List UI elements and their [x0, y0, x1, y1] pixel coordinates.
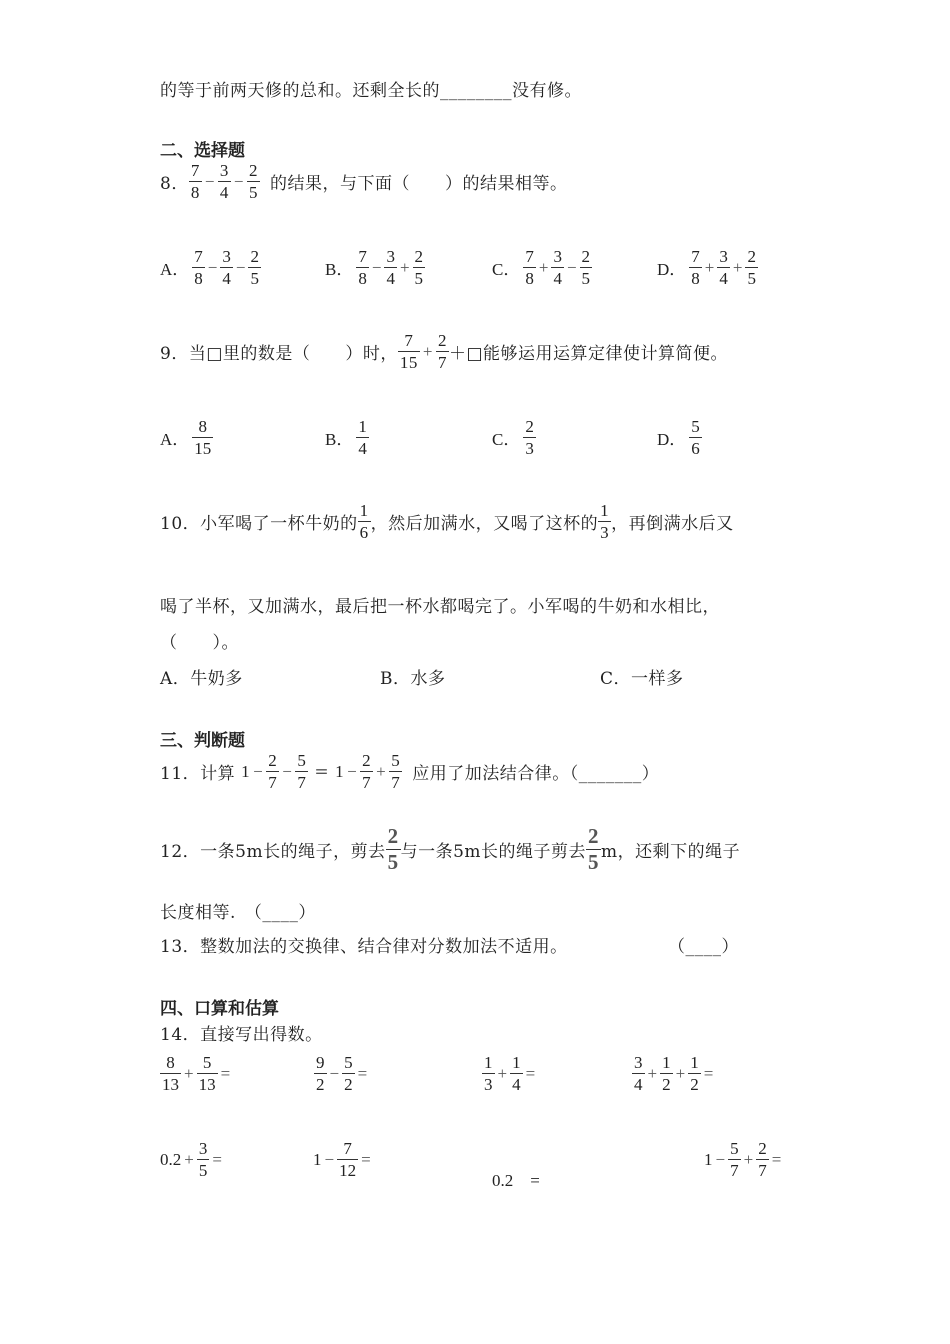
q9-expression: $\frac{7}{15}$ + $\frac{2}{7}$ [399, 331, 447, 372]
q10-option-a[interactable]: A．牛奶多 [160, 669, 243, 689]
q11-prefix: 11．计算 [160, 764, 236, 784]
q14-item-1: $\frac{8}{13}$ + $\frac{5}{13}$ = [162, 1053, 231, 1094]
q8-number: 8． [160, 174, 189, 194]
q10-fraction-1: $\frac{1}{6}$ [359, 501, 369, 542]
q12-fraction-2: $\frac{2}{5}$ [588, 824, 600, 874]
q13-answer-blank[interactable]: （____） [668, 937, 739, 957]
carryover-line: 的等于前两天修的总和。还剩全长的________没有修。 [160, 81, 582, 101]
q14-item-8: 1 − $\frac{5}{7}$ + $\frac{2}{7}$ = [704, 1139, 782, 1180]
q11-right-expression: 1 − $\frac{2}{7}$ + $\frac{5}{7}$ [335, 751, 401, 792]
question-11: 11．计算 1 − $\frac{2}{7}$ − $\frac{5}{7}$ = 1 − $\frac{2}{7}$ + $\frac{5}{7}$ 应用了加法结合律。（_______） [160, 751, 660, 792]
q14-item-4: $\frac{3}{4}$ + $\frac{1}{2}$ + $\frac{1}{2}$ = [634, 1053, 714, 1094]
q14-item-2: $\frac{9}{2}$ − $\frac{5}{2}$ = [316, 1053, 368, 1094]
q10-fraction-2: $\frac{1}{3}$ [600, 501, 610, 542]
question-8 [160, 162, 568, 201]
q8-option-c[interactable]: C． $\frac{7}{8}$ + $\frac{3}{4}$ − $\frac{2}{5}$ [492, 247, 591, 288]
section-3-heading: 三、判断题 [160, 731, 245, 751]
q12-line-2: 长度相等. （____） [160, 903, 316, 923]
q9-prompt-end: ＋□能够运用运算定律使计算简便。 [448, 344, 729, 364]
q8-option-d[interactable]: D． $\frac{7}{8}$ + $\frac{3}{4}$ + $\frac{2}{5}$ [657, 247, 756, 288]
q10-text-a: 10．小军喝了一杯牛奶的 [160, 514, 358, 534]
q9-prompt-start: 9．当□里的数是（ ）时， [160, 344, 398, 364]
q11-suffix: 应用了加法结合律。（_______） [412, 764, 660, 784]
section-2-heading: 二、选择题 [160, 141, 245, 161]
q14-item-6: 1 − $\frac{7}{12}$ = [313, 1139, 371, 1180]
q9-option-d[interactable]: D． $\frac{5}{6}$ [657, 417, 700, 458]
q12-fraction-1: $\frac{2}{5}$ [387, 824, 399, 874]
q12-text-b: 与一条5m长的绳子剪去 [400, 842, 587, 862]
q10-text-c: ，再倒满水后又 [611, 514, 734, 534]
q14-item-3: $\frac{1}{3}$ + $\frac{1}{4}$ = [484, 1053, 536, 1094]
q8-option-b[interactable]: B． $\frac{7}{8}$ − $\frac{3}{4}$ + $\frac{2}{5}$ [325, 247, 424, 288]
q8-prompt: 的结果，与下面（ ）的结果相等。 [270, 174, 568, 194]
q9-option-c[interactable]: C． $\frac{2}{3}$ [492, 417, 534, 458]
q8-option-a[interactable]: A． $\frac{7}{8}$ − $\frac{3}{4}$ − $\frac{2}{5}$ [160, 247, 259, 288]
q13-text: 13．整数加法的交换律、结合律对分数加法不适用。 [160, 937, 568, 957]
q9-option-a[interactable]: A． $\frac{8}{15}$ [160, 417, 212, 458]
q10-line-3: （ ）。 [160, 633, 239, 653]
q12-text-a: 12．一条5m长的绳子，剪去 [160, 842, 386, 862]
q10-text-b: ，然后加满水，又喝了这杯的 [370, 514, 599, 534]
q11-left-expression: 1 − $\frac{2}{7}$ − $\frac{5}{7}$ [241, 751, 307, 792]
question-9 [160, 332, 728, 371]
q8-expression: $\frac{7}{8}$ − $\frac{3}{4}$ − $\frac{2}{5}$ [190, 161, 259, 202]
q14-item-7: 0.2 = [492, 1171, 540, 1190]
question-10 [160, 502, 734, 541]
q14-title: 14．直接写出得数。 [160, 1025, 323, 1045]
section-4-heading: 四、口算和估算 [160, 999, 279, 1019]
q10-option-b[interactable]: B．水多 [380, 669, 446, 689]
q14-item-5: 0.2 + $\frac{3}{5}$ = [160, 1139, 222, 1180]
q12-text-c: m，还剩下的绳子 [601, 842, 741, 862]
q9-option-b[interactable]: B． $\frac{1}{4}$ [325, 417, 367, 458]
q10-option-c[interactable]: C．一样多 [600, 669, 684, 689]
question-12 [160, 826, 740, 873]
q10-line-2: 喝了半杯，又加满水，最后把一杯水都喝完了。小军喝的牛奶和水相比， [160, 597, 720, 617]
